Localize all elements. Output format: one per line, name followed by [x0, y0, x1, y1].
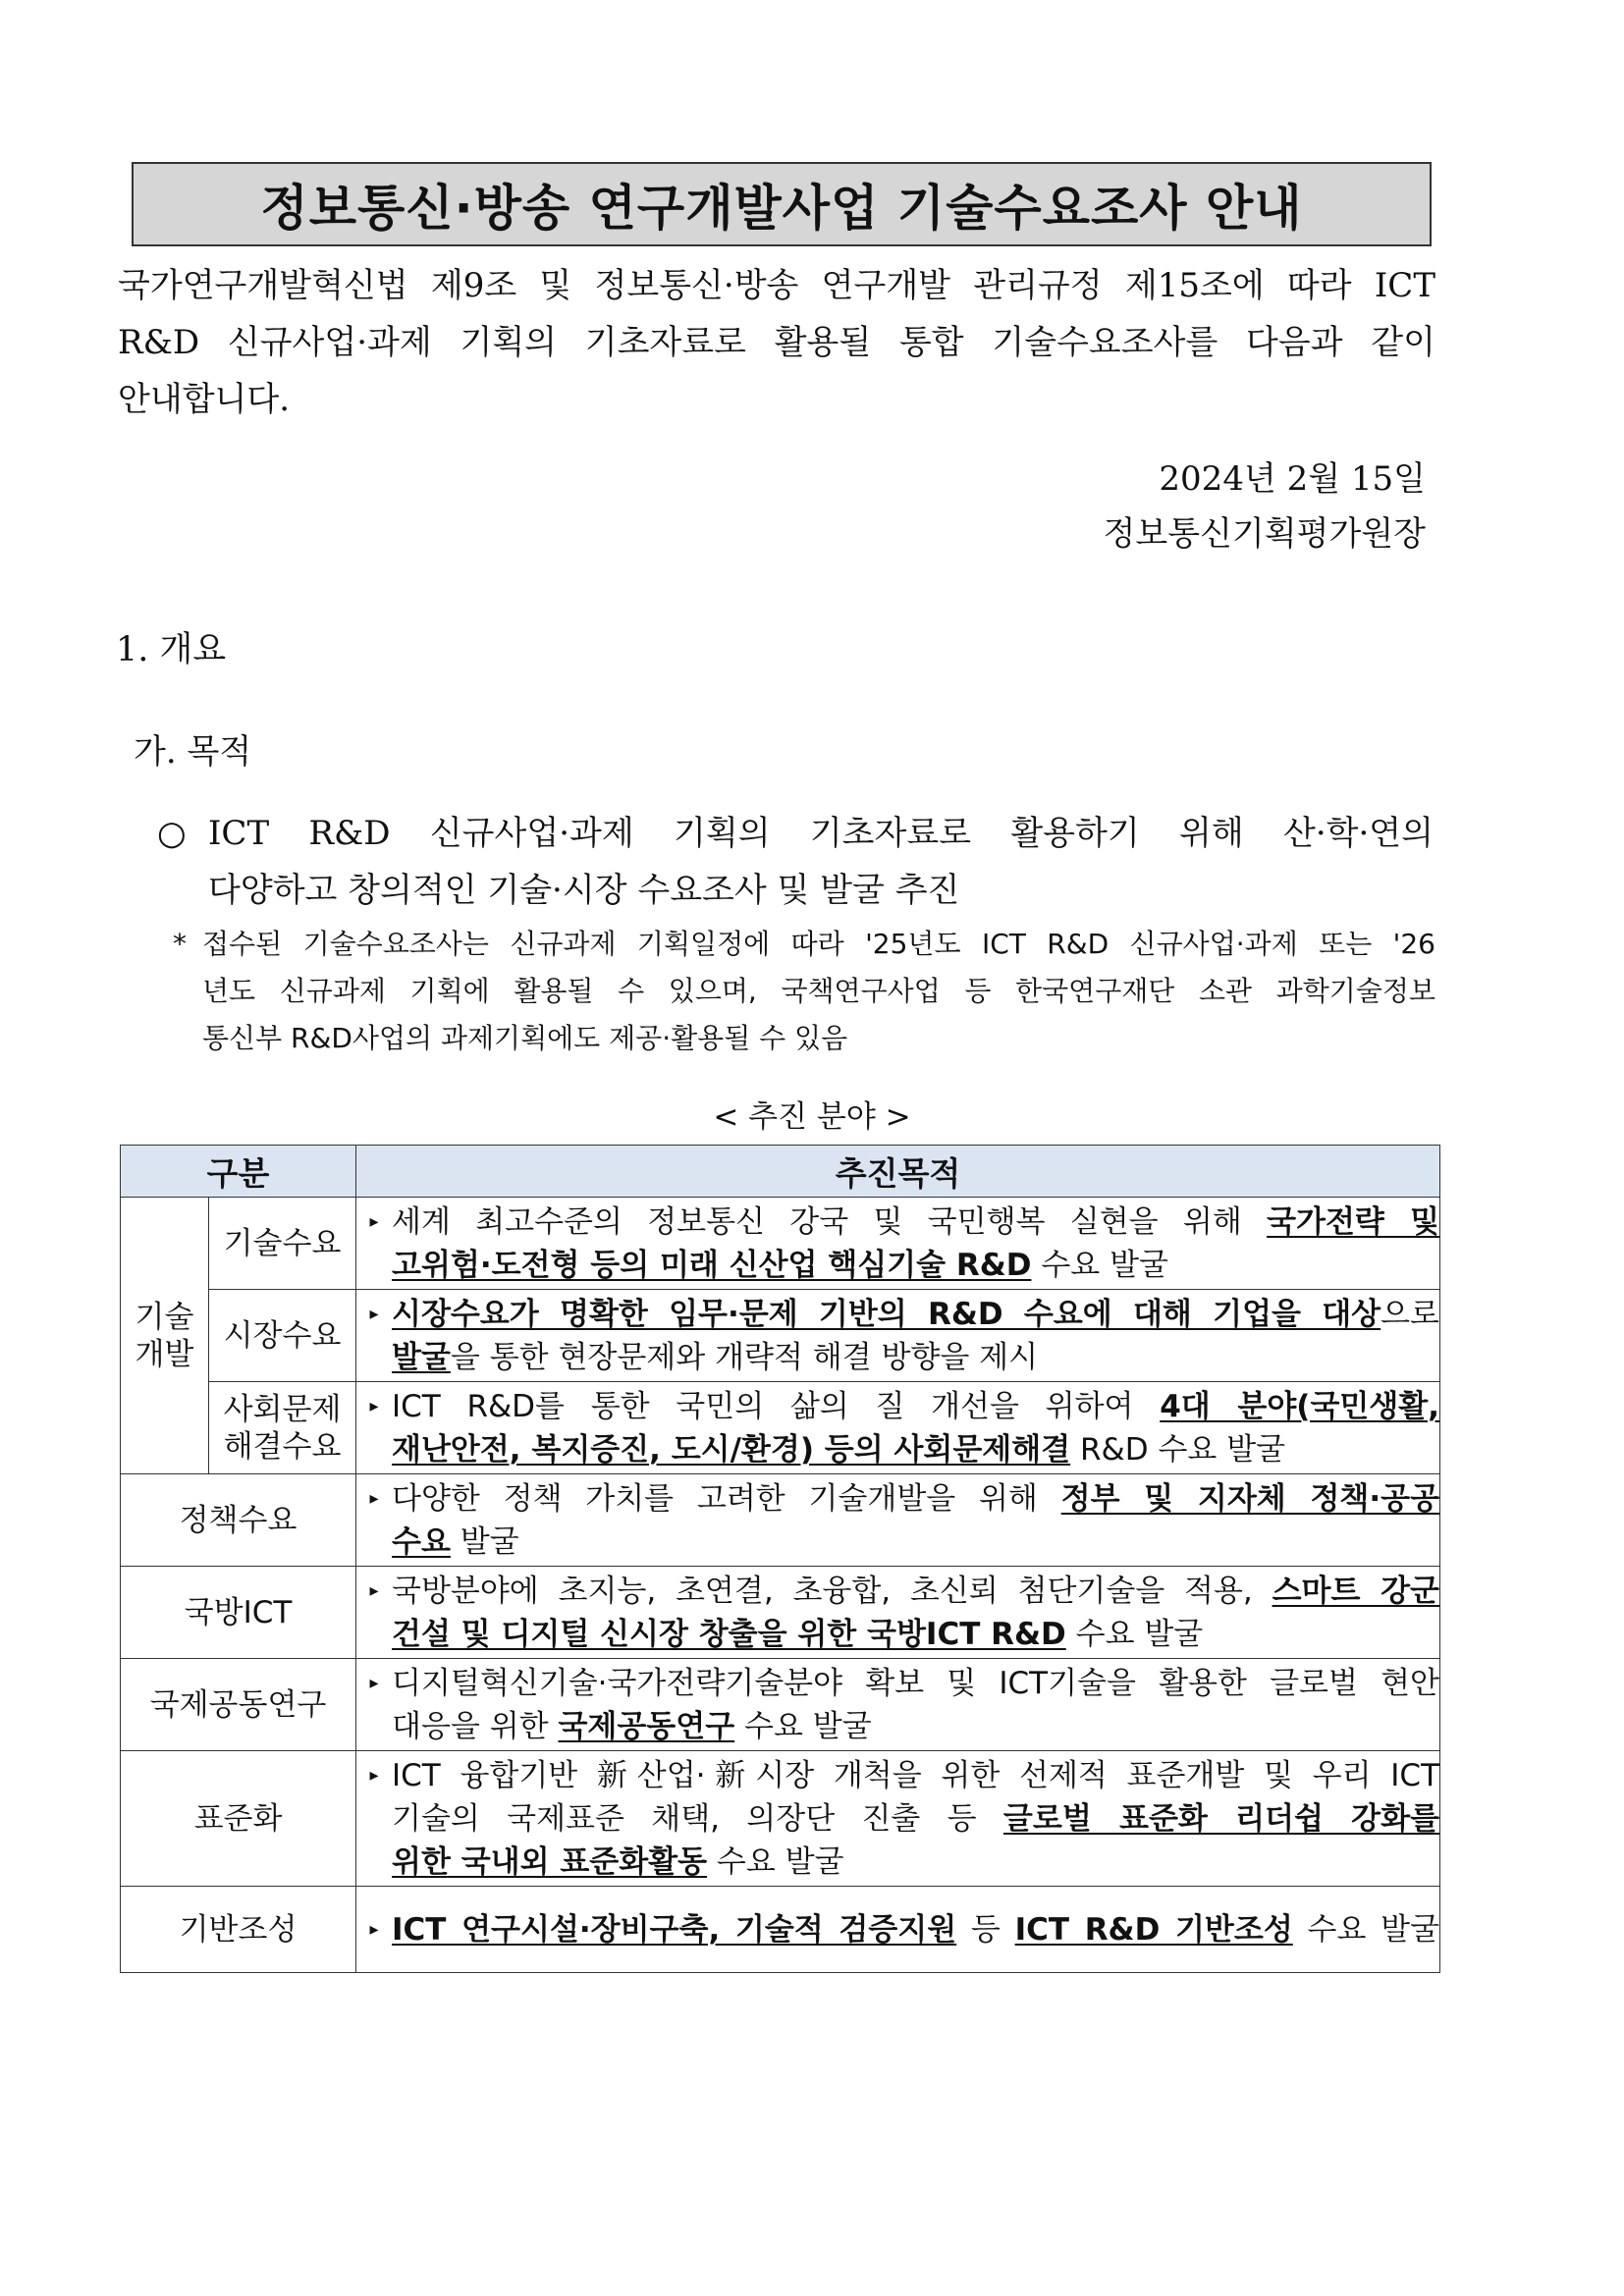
issue-date: 2024년 2월 15일: [1159, 459, 1426, 499]
row-desc-social: ▸ ICT R&D를 통한 국민의 삶의 질 개선을 위하여 4대 분야(국민생활, 재난안전, 복지증진, 도시/환경) 등의 사회문제해결 R&D 수요 발굴: [356, 1382, 1440, 1474]
triangle-bullet-icon: ▸: [369, 1579, 379, 1601]
row-label-intl: 국제공동연구: [121, 1659, 356, 1751]
table-row: [121, 1887, 1440, 1973]
table-row: [121, 1659, 1440, 1751]
header-category: 구분: [121, 1146, 356, 1198]
table-header-row: [121, 1146, 1440, 1198]
row-desc-defense: ▸ 국방분야에 초지능, 초연결, 초융합, 초신뢰 첨단기술을 적용, 스마트 강군 건설 및 디지털 신시장 창출을 위한 국방ICT R&D 수요 발굴: [356, 1567, 1440, 1659]
row-label-defense: 국방ICT: [121, 1567, 356, 1659]
row-desc-standard: ▸ ICT 융합기반 新산업·新시장 개척을 위한 선제적 표준개발 및 우리 ICT 기술의 국제표준 채택, 의장단 진출 등 글로벌 표준화 리더쉽 강화를 위한 국내외 표준화활동 수요 발굴: [356, 1751, 1440, 1887]
intro-line: R&D 신규사업·과제 기획의 기초자료로 활용될 통합 기술수요조사를 다음과 같이: [118, 323, 1435, 362]
row-label-market: 시장수요: [209, 1290, 356, 1382]
intro-line: 안내합니다.: [118, 380, 291, 419]
intro-paragraph: [118, 257, 1435, 428]
triangle-bullet-icon: ▸: [369, 1303, 379, 1324]
section-heading: 1. 개요: [116, 630, 227, 669]
table-row: [121, 1198, 1440, 1290]
note-line: 통신부 R&D사업의 과제기획에도 제공·활용될 수 있음: [202, 1022, 848, 1054]
header-purpose: 추진목적: [356, 1146, 1440, 1198]
bullet-line: ICT R&D 신규사업·과제 기획의 기초자료로 활용하기 위해 산·학·연의: [208, 814, 1434, 853]
triangle-bullet-icon: ▸: [369, 1487, 379, 1509]
row-label-standard: 표준화: [121, 1751, 356, 1887]
table-row: [121, 1751, 1440, 1887]
triangle-bullet-icon: ▸: [369, 1672, 379, 1693]
circle-bullet-icon: ○: [157, 814, 187, 853]
row-desc-policy: ▸ 다양한 정책 가치를 고려한 기술개발을 위해 정부 및 지자체 정책·공공 수요 발굴: [356, 1474, 1440, 1567]
field-table: [120, 1145, 1440, 1973]
asterisk-icon: *: [173, 928, 187, 960]
page-title: 정보통신·방송 연구개발사업 기술수요조사 안내: [260, 180, 1303, 237]
note-line: 접수된 기술수요조사는 신규과제 기획일정에 따라 '25년도 ICT R&D 신규사업·과제 또는 '26: [202, 928, 1435, 960]
triangle-bullet-icon: ▸: [369, 1918, 379, 1940]
row-label-tech: 기술수요: [209, 1198, 356, 1290]
signer: 정보통신기획평가원장: [1103, 514, 1426, 554]
row-desc-intl: ▸ 디지털혁신기술·국가전략기술분야 확보 및 ICT기술을 활용한 글로벌 현안 대응을 위한 국제공동연구 수요 발굴: [356, 1659, 1440, 1751]
row-label-policy: 정책수요: [121, 1474, 356, 1567]
triangle-bullet-icon: ▸: [369, 1210, 379, 1232]
intro-line: 국가연구개발혁신법 제9조 및 정보통신·방송 연구개발 관리규정 제15조에 따라 ICT: [118, 266, 1435, 305]
table-row: [121, 1290, 1440, 1382]
triangle-bullet-icon: ▸: [369, 1395, 379, 1416]
title-box: [132, 162, 1432, 246]
bullet-line: 다양하고 창의적인 기술·시장 수요조사 및 발굴 추진: [208, 871, 960, 910]
table-row: [121, 1474, 1440, 1567]
group-tech-dev: 기술 개발: [121, 1198, 209, 1474]
note-line: 년도 신규과제 기획에 활용될 수 있으며, 국책연구사업 등 한국연구재단 소관 과학기술정보: [202, 975, 1435, 1007]
row-label-social: 사회문제 해결수요: [209, 1382, 356, 1474]
table-caption: < 추진 분야 >: [713, 1099, 911, 1135]
triangle-bullet-icon: ▸: [369, 1764, 379, 1786]
row-desc-infra: ▸ ICT 연구시설·장비구축, 기술적 검증지원 등 ICT R&D 기반조성 수요 발굴: [356, 1887, 1440, 1973]
row-desc-tech: ▸ 세계 최고수준의 정보통신 강국 및 국민행복 실현을 위해 국가전략 및 고위험·도전형 등의 미래 신산업 핵심기술 R&D 수요 발굴: [356, 1198, 1440, 1290]
table-row: [121, 1567, 1440, 1659]
subsection-heading: 가. 목적: [134, 732, 252, 772]
table-row: [121, 1382, 1440, 1474]
row-label-infra: 기반조성: [121, 1887, 356, 1973]
row-desc-market: ▸ 시장수요가 명확한 임무·문제 기반의 R&D 수요에 대해 기업을 대상으로 발굴을 통한 현장문제와 개략적 해결 방향을 제시: [356, 1290, 1440, 1382]
